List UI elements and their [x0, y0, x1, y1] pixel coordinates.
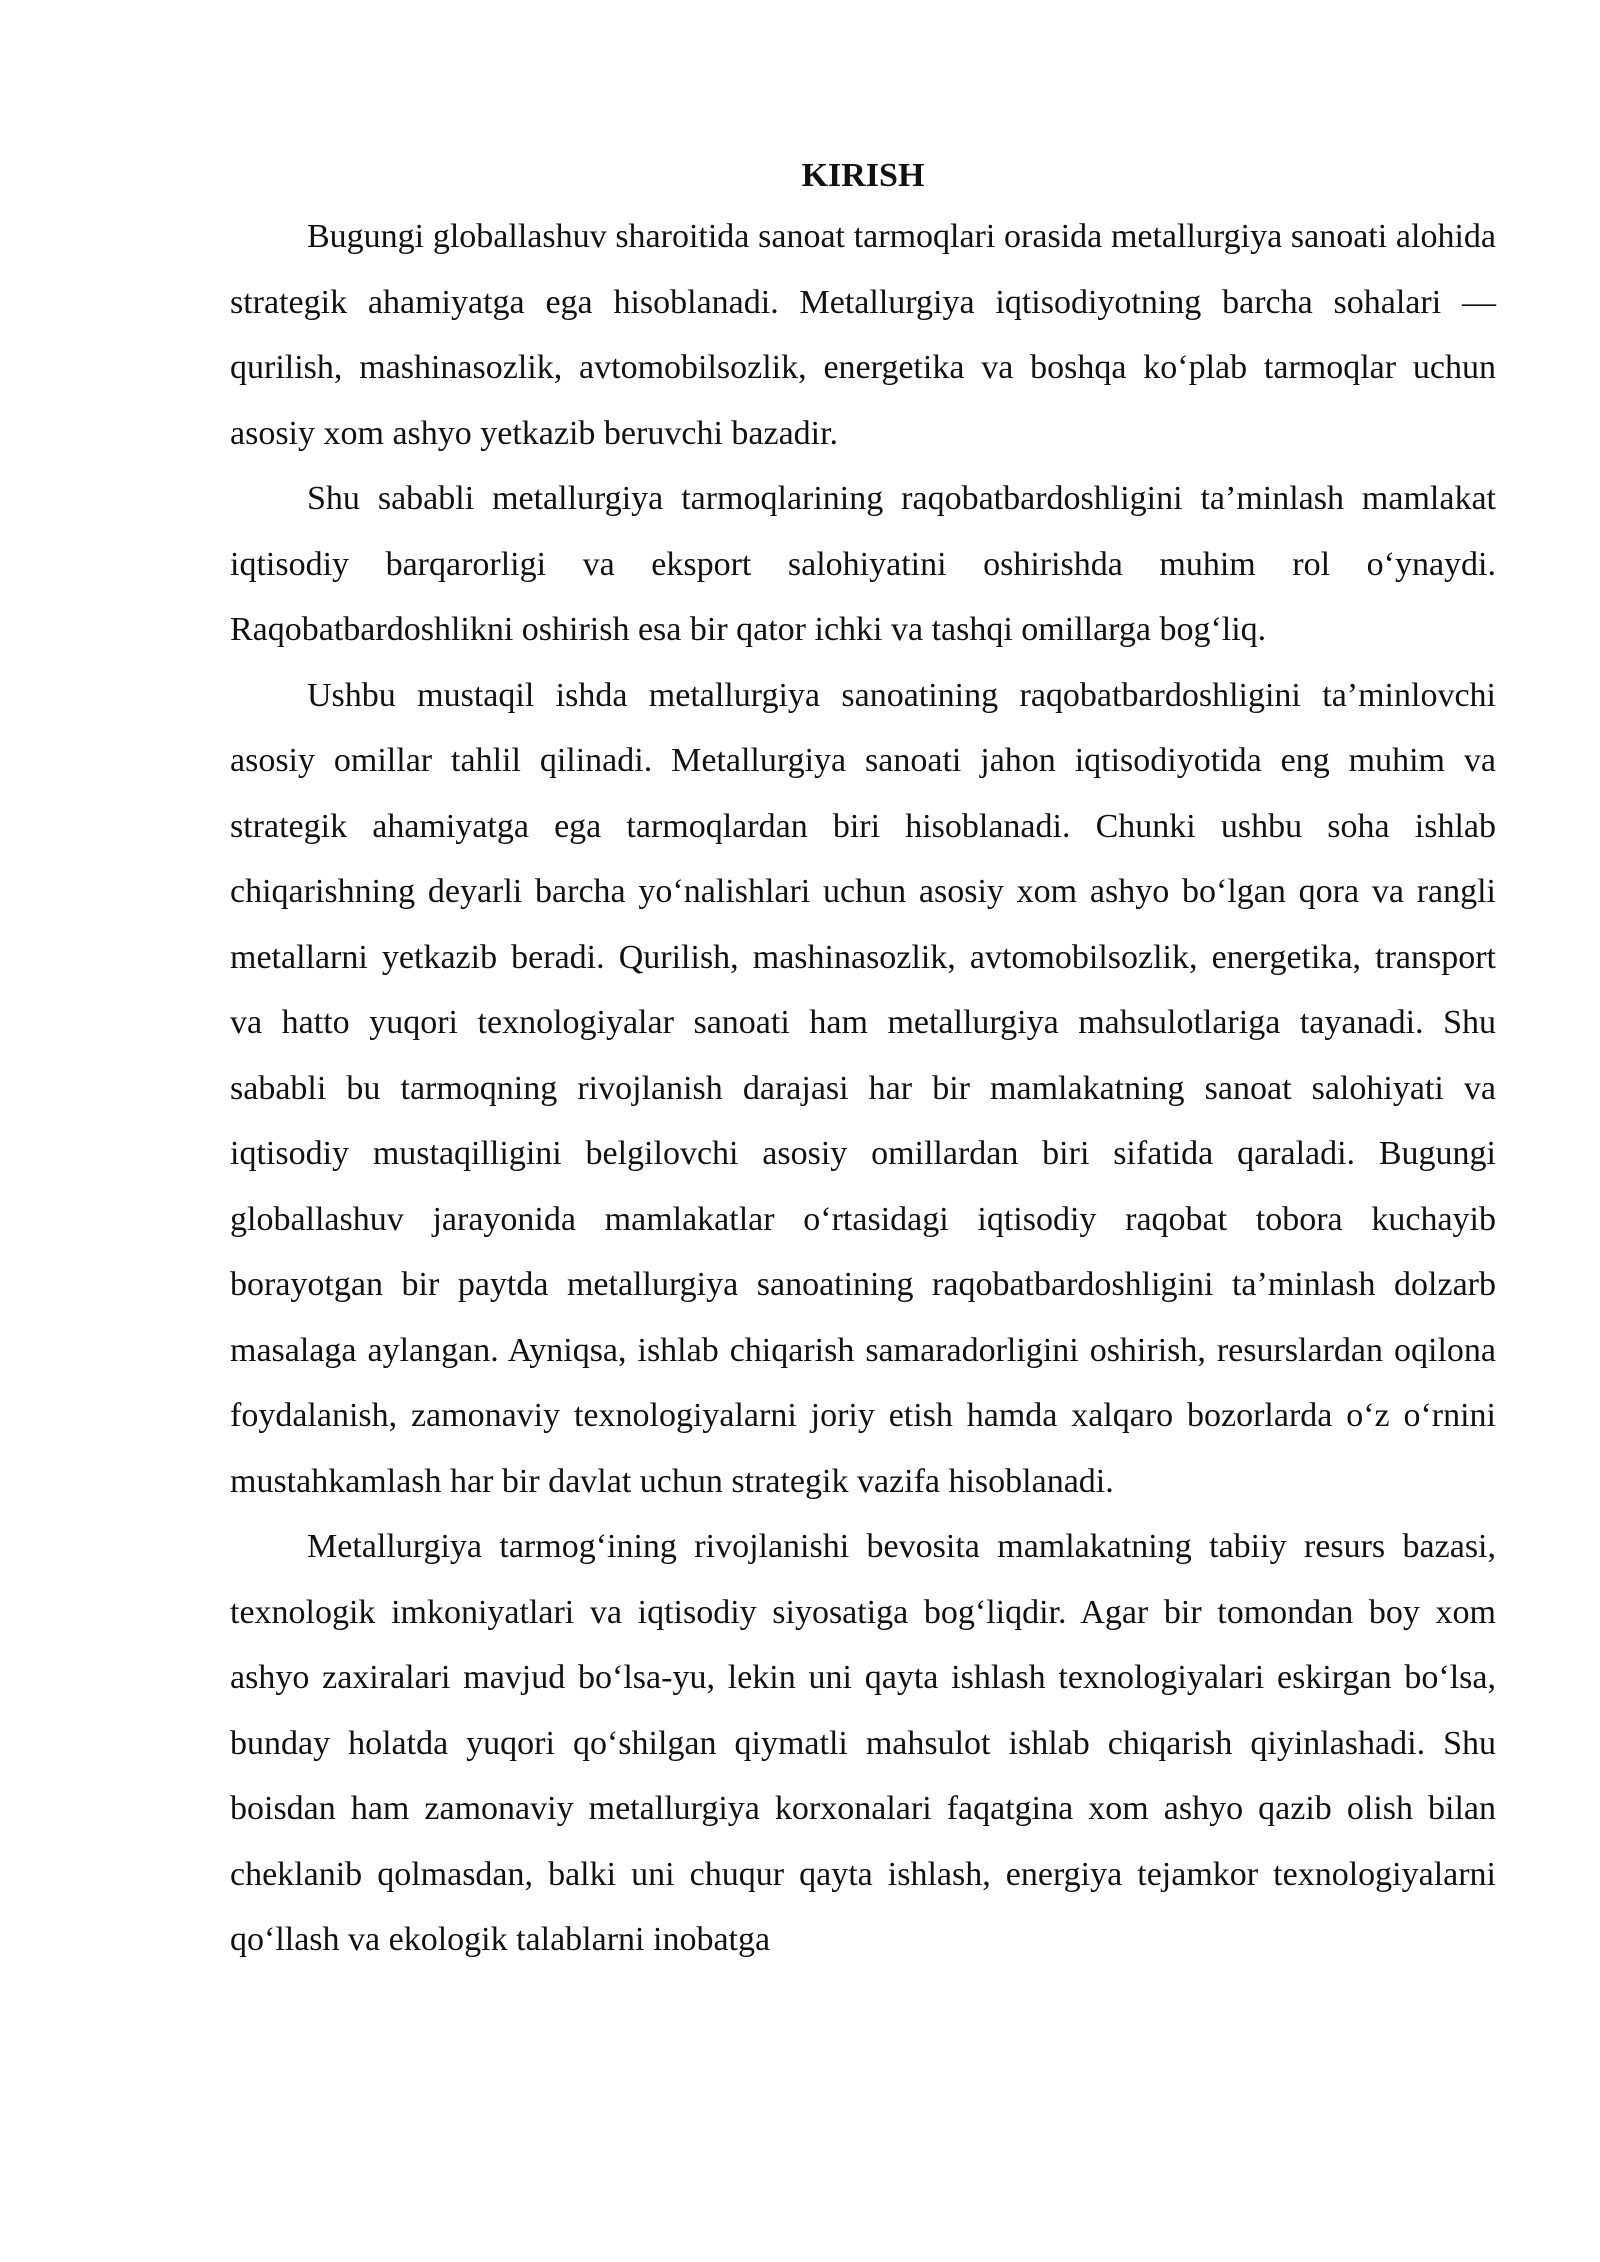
section-title: KIRISH [801, 157, 925, 194]
paragraph-4: Metallurgiya tarmog‘ining rivojlanishi bevosita mamlakatning tabiiy resurs bazasi, texnologik imkoniyatlari va iqtisodiy siyosatiga bog‘liqdir. Agar bir tomondan boy xom ashyo zaxiralari mavjud bo‘lsa-yu, lekin uni qayta ishlash texnologiyalari eskirgan bo‘lsa, bunday holatda yuqori qo‘shilgan qiymatli mahsulot ishlab chiqarish qiyinlashadi. Shu boisdan ham zamonaviy metallurgiya korxonalari faqatgina xom ashyo qazib olish bilan cheklanib qolmasdan, balki uni chuqur qayta ishlash, energiya tejamkor texnologiyalarni qo‘llash va ekologik talablarni inobatga [230, 1528, 1496, 1958]
paragraph-3: Ushbu mustaqil ishda metallurgiya sanoatining raqobatbardoshligini ta’minlovchi asosiy omillar tahlil qilinadi. Metallurgiya sanoati jahon iqtisodiyotida eng muhim va strategik ahamiyatga ega tarmoqlardan biri hisoblanadi. Chunki ushbu soha ishlab chiqarishning deyarli barcha yo‘nalishlari uchun asosiy xom ashyo bo‘lgan qora va rangli metallarni yetkazib beradi. Qurilish, mashinasozlik, avtomobilsozlik, energetika, transport va hatto yuqori texnologiyalar sanoati ham metallurgiya mahsulotlariga tayanadi. Shu sababli bu tarmoqning rivojlanish darajasi har bir mamlakatning sanoat salohiyati va iqtisodiy mustaqilligini belgilovchi asosiy omillardan biri sifatida qaraladi. Bugungi globallashuv jarayonida mamlakatlar o‘rtasidagi iqtisodiy raqobat tobora kuchayib borayotgan bir paytda metallurgiya sanoatining raqobatbardoshligini ta’minlash dolzarb masalaga aylangan. Ayniqsa, ishlab chiqarish samaradorligini oshirish, resurslardan oqilona foydalanish, zamonaviy texnologiyalarni joriy etish hamda xalqaro bozorlarda o‘z o‘rnini mustahkamlash har bir davlat uchun strategik vazifa hisoblanadi. [230, 676, 1496, 1500]
paragraph-1: Bugungi globallashuv sharoitida sanoat tarmoqlari orasida metallurgiya sanoati alohida strategik ahamiyatga ega hisoblanadi. Metallurgiya iqtisodiyotning barcha sohalari — qurilish, mashinasozlik, avtomobilsozlik, energetika va boshqa ko‘plab tarmoqlar uchun asosiy xom ashyo yetkazib beruvchi bazadir. [230, 218, 1496, 452]
paragraph-2: Shu sababli metallurgiya tarmoqlarining raqobatbardoshligini ta’minlash mamlakat iqtisodiy barqarorligi va eksport salohiyatini oshirishda muhim rol o‘ynaydi. Raqobatbardoshlikni oshirish esa bir qator ichki va tashqi omillarga bog‘liq. [230, 480, 1496, 648]
document-page [230, 148, 1496, 1973]
